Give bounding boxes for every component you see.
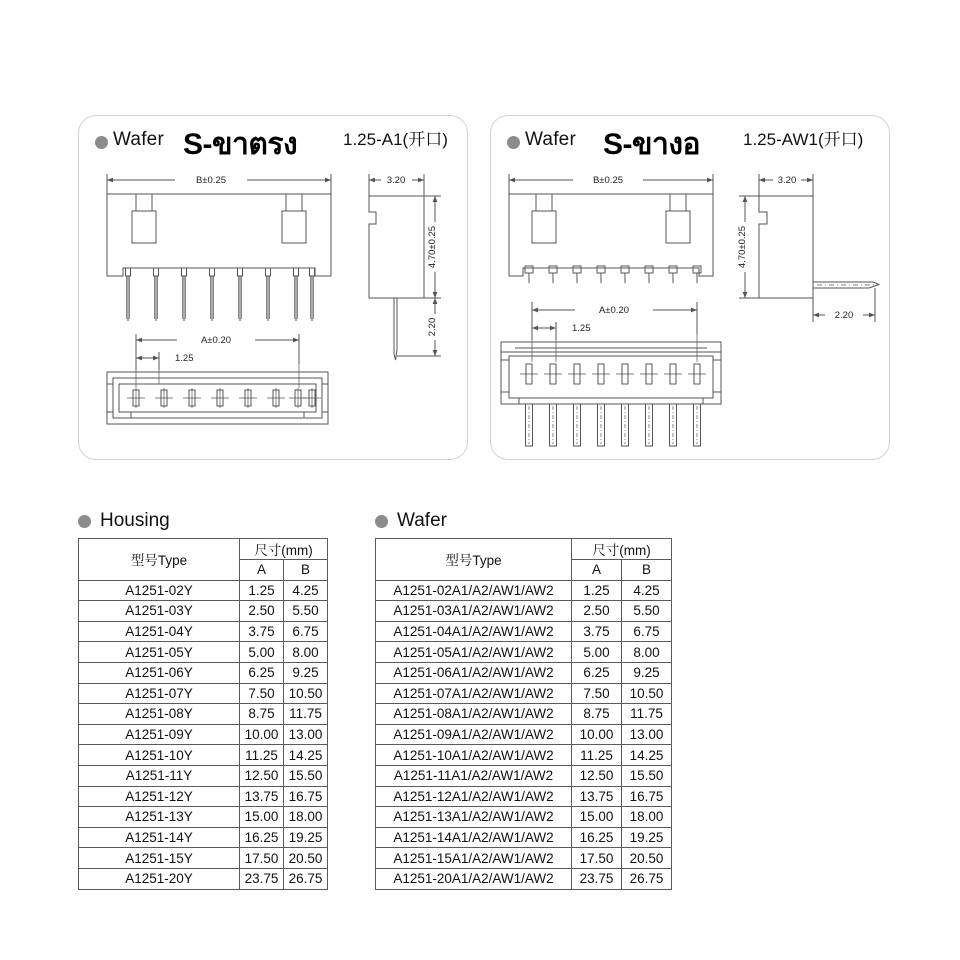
cell-type: A1251-03A1/A2/AW1/AW2	[376, 601, 572, 622]
cell-type: A1251-20A1/A2/AW1/AW2	[376, 868, 572, 889]
cell-a: 8.75	[240, 704, 284, 725]
header-dimension-group: 尺寸(mm)	[572, 539, 672, 560]
cell-a: 10.00	[572, 724, 622, 745]
cell-b: 20.50	[284, 848, 328, 869]
cell-type: A1251-06A1/A2/AW1/AW2	[376, 662, 572, 683]
drawing-panel-right-angle	[490, 115, 890, 460]
cell-a: 12.50	[240, 765, 284, 786]
cell-type: A1251-12Y	[79, 786, 240, 807]
cell-type: A1251-14A1/A2/AW1/AW2	[376, 827, 572, 848]
cell-a: 7.50	[572, 683, 622, 704]
cell-type: A1251-08A1/A2/AW1/AW2	[376, 704, 572, 725]
cell-type: A1251-15A1/A2/AW1/AW2	[376, 848, 572, 869]
cell-b: 26.75	[622, 868, 672, 889]
table-row	[376, 868, 672, 889]
header-dimension-group: 尺寸(mm)	[240, 539, 328, 560]
cell-b: 16.75	[284, 786, 328, 807]
cell-type: A1251-13Y	[79, 807, 240, 828]
cell-b: 10.50	[284, 683, 328, 704]
cell-type: A1251-10Y	[79, 745, 240, 766]
cell-a: 5.00	[572, 642, 622, 663]
table-row	[79, 807, 328, 828]
wafer-spec-table	[375, 538, 672, 890]
table-row	[376, 848, 672, 869]
table-row	[79, 765, 328, 786]
cell-b: 26.75	[284, 868, 328, 889]
table-row	[79, 642, 328, 663]
cell-b: 19.25	[622, 827, 672, 848]
header-type: 型号Type	[79, 539, 240, 581]
dim-pin-length-left: 2.20	[427, 317, 438, 337]
drawing-panel-straight	[78, 115, 468, 460]
cell-type: A1251-10A1/A2/AW1/AW2	[376, 745, 572, 766]
dim-side-width-left: 3.20	[386, 175, 406, 186]
cell-b: 9.25	[284, 662, 328, 683]
cell-a: 3.75	[572, 621, 622, 642]
cell-b: 6.75	[622, 621, 672, 642]
dim-bottom-width-right: A±0.20	[598, 305, 630, 316]
table-row	[79, 662, 328, 683]
bullet-icon	[375, 515, 388, 528]
cell-a: 12.50	[572, 765, 622, 786]
cell-b: 15.50	[622, 765, 672, 786]
cell-a: 16.25	[572, 827, 622, 848]
cell-type: A1251-11Y	[79, 765, 240, 786]
cell-a: 5.00	[240, 642, 284, 663]
cell-type: A1251-04Y	[79, 621, 240, 642]
dim-pitch-right: 1.25	[572, 323, 591, 334]
table-row	[376, 786, 672, 807]
cell-type: A1251-05A1/A2/AW1/AW2	[376, 642, 572, 663]
table-row	[376, 601, 672, 622]
panel-thai-title: S-ขางอ	[603, 128, 701, 161]
table-row	[376, 724, 672, 745]
cell-a: 2.50	[240, 601, 284, 622]
table-row	[79, 601, 328, 622]
cell-b: 13.00	[284, 724, 328, 745]
cell-b: 14.25	[622, 745, 672, 766]
table-row	[79, 621, 328, 642]
table-row	[376, 745, 672, 766]
table-row	[376, 683, 672, 704]
cell-a: 8.75	[572, 704, 622, 725]
cell-b: 19.25	[284, 827, 328, 848]
table-row	[376, 704, 672, 725]
housing-table-title: Housing	[100, 510, 170, 531]
table-row	[79, 786, 328, 807]
cell-a: 1.25	[572, 580, 622, 601]
cell-type: A1251-11A1/A2/AW1/AW2	[376, 765, 572, 786]
drawing-right-angle-pin	[491, 116, 891, 461]
cell-b: 9.25	[622, 662, 672, 683]
panel-thai-title: S-ขาตรง	[183, 128, 298, 161]
header-a: A	[572, 560, 622, 581]
housing-table-body	[79, 580, 328, 889]
table-row	[79, 827, 328, 848]
cell-b: 14.25	[284, 745, 328, 766]
header-type: 型号Type	[376, 539, 572, 581]
panel-kind-label: Wafer	[525, 129, 576, 150]
dim-pitch-left: 1.25	[175, 353, 194, 364]
cell-type: A1251-08Y	[79, 704, 240, 725]
cell-type: A1251-12A1/A2/AW1/AW2	[376, 786, 572, 807]
dim-top-width-left: B±0.25	[195, 175, 227, 186]
table-row	[79, 868, 328, 889]
cell-a: 23.75	[572, 868, 622, 889]
table-row	[79, 724, 328, 745]
table-row	[376, 662, 672, 683]
table-header-row	[376, 539, 672, 560]
panel-part-code: 1.25-AW1(开口)	[743, 130, 864, 149]
table-row	[376, 621, 672, 642]
dim-top-width-right: B±0.25	[592, 175, 624, 186]
cell-b: 10.50	[622, 683, 672, 704]
cell-b: 18.00	[284, 807, 328, 828]
cell-b: 18.00	[622, 807, 672, 828]
cell-type: A1251-07A1/A2/AW1/AW2	[376, 683, 572, 704]
cell-a: 11.25	[572, 745, 622, 766]
table-row	[376, 807, 672, 828]
cell-a: 1.25	[240, 580, 284, 601]
housing-spec-table	[78, 538, 328, 890]
cell-type: A1251-06Y	[79, 662, 240, 683]
table-row	[376, 765, 672, 786]
cell-type: A1251-05Y	[79, 642, 240, 663]
cell-type: A1251-03Y	[79, 601, 240, 622]
cell-type: A1251-14Y	[79, 827, 240, 848]
dim-side-width-right: 3.20	[777, 175, 797, 186]
cell-a: 15.00	[572, 807, 622, 828]
cell-b: 6.75	[284, 621, 328, 642]
cell-a: 23.75	[240, 868, 284, 889]
table-row	[376, 580, 672, 601]
cell-a: 17.50	[572, 848, 622, 869]
cell-type: A1251-09A1/A2/AW1/AW2	[376, 724, 572, 745]
cell-b: 5.50	[284, 601, 328, 622]
housing-table-title-row	[78, 508, 328, 538]
cell-a: 6.25	[572, 662, 622, 683]
cell-type: A1251-13A1/A2/AW1/AW2	[376, 807, 572, 828]
cell-b: 11.75	[622, 704, 672, 725]
cell-type: A1251-02Y	[79, 580, 240, 601]
table-row	[376, 827, 672, 848]
header-a: A	[240, 560, 284, 581]
table-row	[79, 683, 328, 704]
cell-b: 11.75	[284, 704, 328, 725]
cell-a: 10.00	[240, 724, 284, 745]
cell-b: 4.25	[284, 580, 328, 601]
cell-type: A1251-04A1/A2/AW1/AW2	[376, 621, 572, 642]
bullet-icon	[78, 515, 91, 528]
cell-a: 6.25	[240, 662, 284, 683]
table-row	[376, 642, 672, 663]
cell-type: A1251-07Y	[79, 683, 240, 704]
wafer-table-block	[375, 508, 672, 890]
cell-b: 8.00	[622, 642, 672, 663]
cell-b: 20.50	[622, 848, 672, 869]
dim-side-height-left: 4.70±0.25	[427, 225, 438, 269]
header-b: B	[284, 560, 328, 581]
cell-a: 16.25	[240, 827, 284, 848]
cell-type: A1251-09Y	[79, 724, 240, 745]
table-row	[79, 704, 328, 725]
cell-a: 17.50	[240, 848, 284, 869]
panel-part-code: 1.25-A1(开口)	[343, 130, 448, 149]
cell-type: A1251-20Y	[79, 868, 240, 889]
drawing-straight-pin	[79, 116, 469, 461]
housing-table-block	[78, 508, 328, 890]
cell-b: 4.25	[622, 580, 672, 601]
cell-a: 13.75	[572, 786, 622, 807]
table-row	[79, 848, 328, 869]
cell-a: 11.25	[240, 745, 284, 766]
cell-type: A1251-15Y	[79, 848, 240, 869]
cell-b: 8.00	[284, 642, 328, 663]
table-row	[79, 745, 328, 766]
cell-a: 2.50	[572, 601, 622, 622]
cell-type: A1251-02A1/A2/AW1/AW2	[376, 580, 572, 601]
cell-a: 13.75	[240, 786, 284, 807]
cell-b: 5.50	[622, 601, 672, 622]
cell-b: 16.75	[622, 786, 672, 807]
table-row	[79, 580, 328, 601]
dim-bottom-width-left: A±0.20	[200, 335, 232, 346]
wafer-table-body	[376, 580, 672, 889]
panel-kind-label: Wafer	[113, 129, 164, 150]
dim-side-height-right: 4.70±0.25	[737, 225, 748, 269]
header-b: B	[622, 560, 672, 581]
wafer-table-title: Wafer	[397, 510, 447, 531]
cell-a: 7.50	[240, 683, 284, 704]
cell-b: 15.50	[284, 765, 328, 786]
cell-b: 13.00	[622, 724, 672, 745]
dim-pin-length-right: 2.20	[834, 310, 854, 321]
cell-a: 15.00	[240, 807, 284, 828]
wafer-table-title-row	[375, 508, 672, 538]
table-header-row	[79, 539, 328, 560]
cell-a: 3.75	[240, 621, 284, 642]
